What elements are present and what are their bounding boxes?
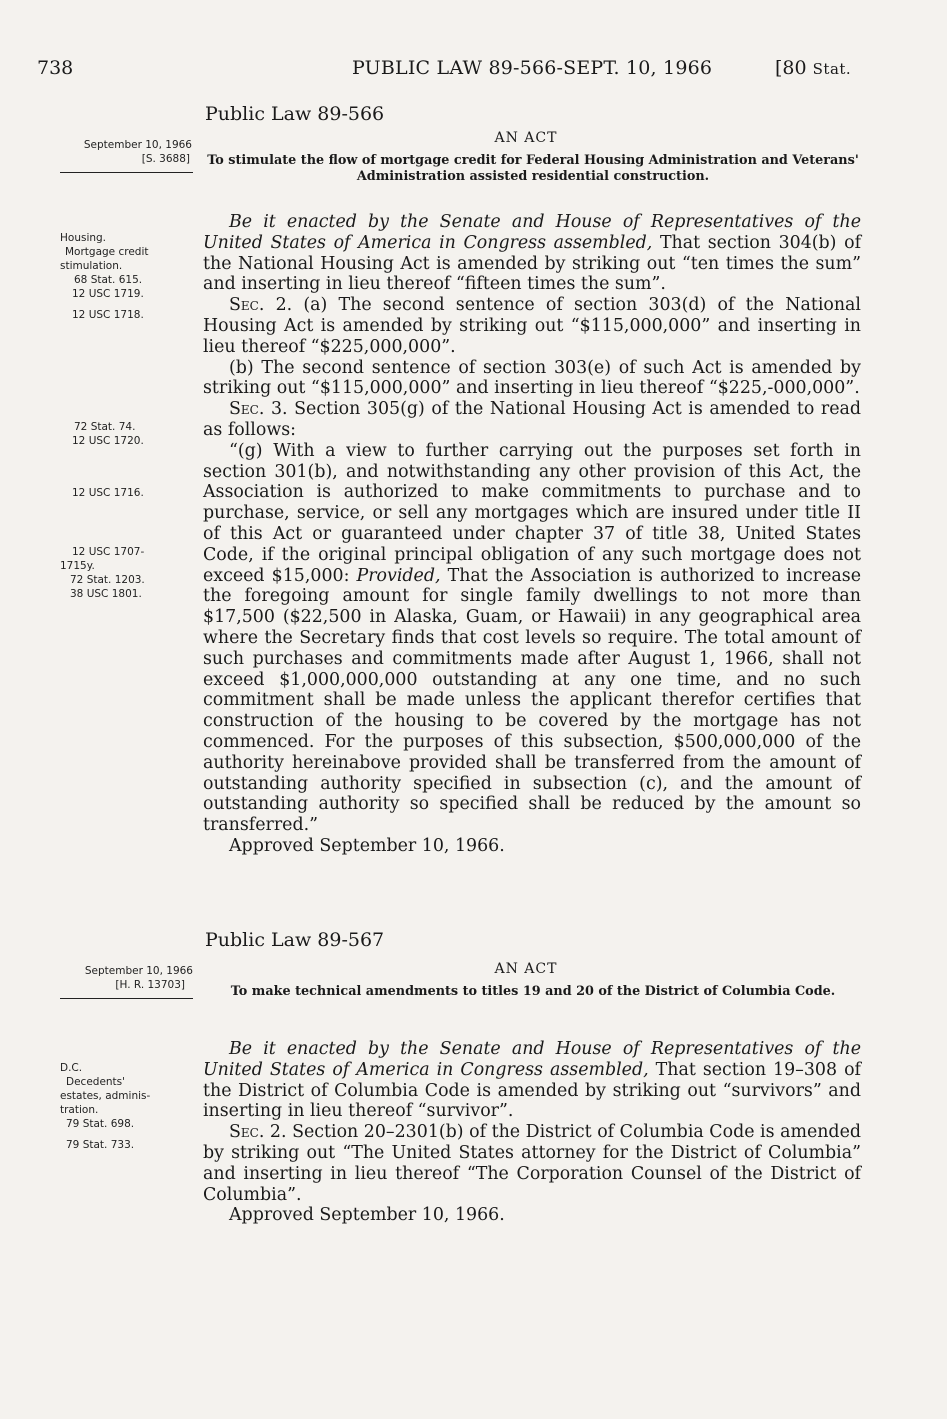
- stat-ref-prefix: [80: [775, 57, 813, 79]
- margin-ref-79-stat-698: 79 Stat. 698.: [66, 1118, 135, 1130]
- running-head: PUBLIC LAW 89-566-SEPT. 10, 1966: [352, 57, 713, 79]
- law1-provided: Provided,: [356, 565, 441, 586]
- law1-sec2a-text: (a) The second sentence of section 303(d) of the National Housing Act is amended by striking out “$115,000,000” and inserting in lieu thereof “$225,000,000”.: [203, 295, 861, 357]
- law1-section-1: [203, 212, 861, 295]
- margin-dc: D.C.: [60, 1062, 83, 1074]
- margin-stimulation: stimulation.: [60, 260, 123, 272]
- law1-sec1-text: That section 304(b) of the National Housing Act is amended by striking out “ten times the sum” and inserting in lieu thereof “fifteen times the sum”.: [203, 232, 862, 295]
- margin-ref-72-stat-74: 72 Stat. 74.: [74, 421, 136, 433]
- law1-subsection-g: [203, 441, 861, 836]
- law2-title: Public Law 89-567: [205, 929, 385, 951]
- law1-sec3-text: Section 305(g) of the National Housing Act is amended to read as follows:: [203, 399, 861, 440]
- law2-approved: Approved September 10, 1966.: [229, 1205, 505, 1226]
- law1-date: September 10, 1966: [83, 139, 192, 151]
- law2-an-act: AN ACT: [494, 961, 558, 977]
- law1-sec3-label: Sec. 3.: [229, 399, 288, 420]
- law2-bill: [H. R. 13703]: [115, 979, 185, 991]
- law1-bill: [S. 3688]: [141, 153, 190, 165]
- margin-ref-68-stat-615: 68 Stat. 615.: [74, 274, 143, 286]
- law2-section-1: [203, 1039, 861, 1122]
- law2-purpose: To make technical amendments to titles 19 and 20 of the District of Columbia Code.: [230, 984, 836, 999]
- stat-reference: [775, 57, 851, 79]
- margin-housing: Housing.: [60, 232, 107, 244]
- law1-section-2b: (b) The second sentence of section 303(e) of such Act is amended by striking out “$115,000,000” and inserting in lieu thereof “$225,-000,000”.: [203, 357, 861, 399]
- law1-title: Public Law 89-566: [205, 103, 385, 125]
- law1-margin-rule: [60, 172, 193, 173]
- margin-ref-38-usc-1801: 38 USC 1801.: [70, 588, 142, 600]
- law1-body: [203, 212, 861, 857]
- law2-section-2: [203, 1122, 861, 1205]
- stat-ref-stat: Stat.: [812, 60, 852, 78]
- margin-ref-72-stat-1203: 72 Stat. 1203.: [70, 574, 145, 586]
- margin-ref-12-usc-1716: 12 USC 1716.: [72, 487, 144, 499]
- law2-date: September 10, 1966: [84, 965, 193, 977]
- law2-sec1-text: That section 19–308 of the District of Columbia Code is amended by striking out “survivors” and inserting in lieu thereof “survivor”.: [203, 1059, 861, 1122]
- margin-decedents: Decedents': [66, 1076, 126, 1088]
- law2-sec2-text: Section 20–2301(b) of the District of Columbia Code is amended by striking out “The United States attorney for the District of Columbia” and inserting in lieu thereof “The Corporation Counsel of the District of Columbia”.: [203, 1122, 861, 1205]
- margin-tration: tration.: [60, 1104, 99, 1116]
- page-number: 738: [37, 57, 74, 79]
- law2-enacting-clause: Be it enacted by the Senate and House of Representatives of the United States of America in Congress assembled,: [203, 1039, 861, 1080]
- margin-ref-12-usc-1719: 12 USC 1719.: [72, 288, 144, 300]
- law1-an-act: AN ACT: [494, 130, 558, 146]
- margin-mortgage-credit: Mortgage credit: [65, 246, 149, 258]
- margin-ref-12-usc-1720: 12 USC 1720.: [72, 435, 144, 447]
- margin-ref-12-usc-1718: 12 USC 1718.: [72, 309, 144, 321]
- law2-body: [203, 1039, 861, 1226]
- law1-enacting-clause: Be it enacted by the Senate and House of Representatives of the United States of America in Congress assembled,: [203, 212, 861, 253]
- law1-sec2-label: Sec. 2.: [229, 295, 293, 316]
- margin-ref-12-usc-1707: 12 USC 1707-: [72, 546, 145, 558]
- law1-g-text2: That the Association is authorized to increase the foregoing amount for single family dwellings to not more than $17,500 ($22,500 in Alaska, Guam, or Hawaii) in any geographical area where the Secretary finds that cost levels so require. The total amount of such purchases and commitments made after August 1, 1966, shall not exceed $1,000,000,000 outstanding at any one time, and no such commitment shall be made unless the applicant therefor certifies that construction of the housing to be covered by the mortgage has not commenced. For the purposes of this subsection, $500,000,000 of the authority hereinabove provided shall be transferred from the amount of outstanding authority specified in subsection (c), and the amount of outstanding authority so specified shall be reduced by the amount so transferred.”: [203, 565, 861, 836]
- law1-approved: Approved September 10, 1966.: [229, 835, 505, 856]
- law1-section-2a: [203, 295, 861, 357]
- law2-margin-rule: [60, 998, 193, 999]
- law1-purpose: To stimulate the flow of mortgage credit for Federal Housing Administration and Veterans' Administration assisted residential construction.: [207, 153, 859, 184]
- law1-g-text1: “(g) With a view to further carrying out the purposes set forth in section 301(b), and notwithstanding any other provision of this Act, the Association is authorized to make commitments to purchase and to purchase, service, or sell any mortgages which are insured under title II of this Act or guaranteed under chapter 37 of title 38, United States Code, if the original principal obligation of any such mortgage does not exceed $15,000:: [203, 440, 861, 586]
- law1-section-3: [203, 399, 861, 441]
- margin-estates-adminis: estates, adminis-: [60, 1090, 151, 1102]
- margin-ref-79-stat-733: 79 Stat. 733.: [66, 1139, 135, 1151]
- margin-ref-1715y: 1715y.: [60, 560, 95, 572]
- law2-sec2-label: Sec. 2.: [229, 1122, 287, 1143]
